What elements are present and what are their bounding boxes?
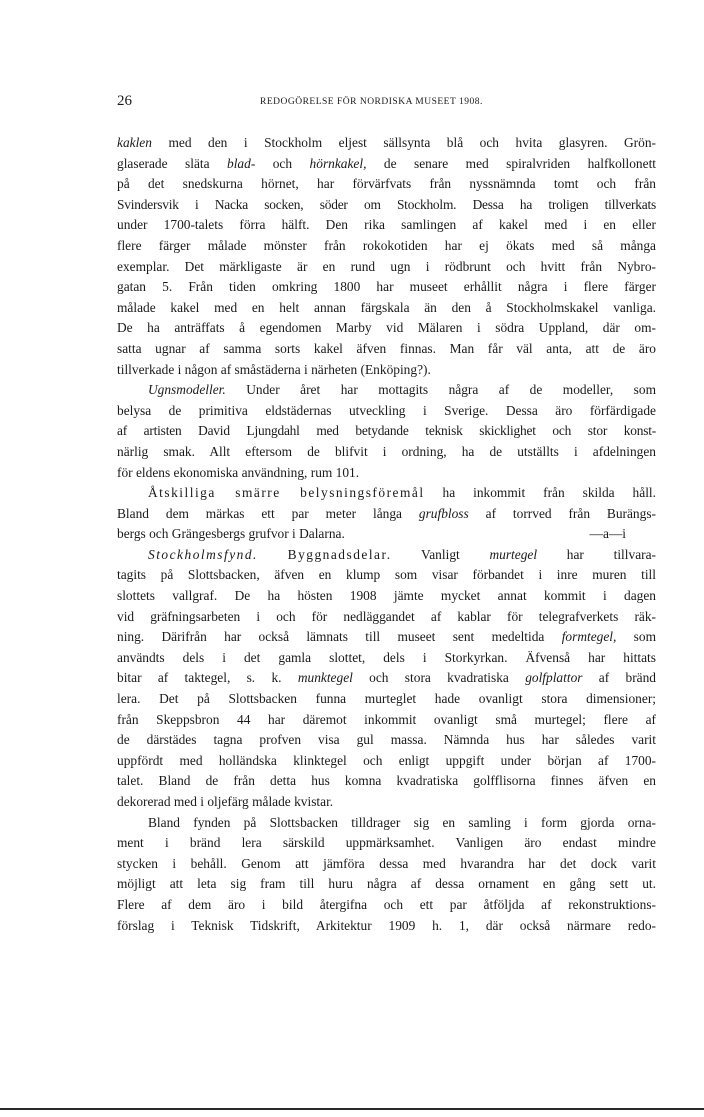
text-segment: målade kakel med en helt annan färgskala än den å Stockholmskakel vanliga. xyxy=(117,299,656,315)
text-segment: exemplar. Det märkligaste är en rund ugn i rödbrunt och hvitt från Nybro- xyxy=(117,258,656,274)
emphasized-text: formtegel, xyxy=(561,629,617,645)
text-segment: tagits på Slottsbacken, äfven en klump som visar förbandet i inre muren till xyxy=(117,567,656,583)
text-segment: på det snedskurna hörnet, har förvärfvats från nyssnämnda tomt och från xyxy=(117,176,656,192)
text-segment: uppfördt med holländska klinktegel och enligt uppgift under början af 1700- xyxy=(117,752,656,768)
text-segment: gatan 5. Från tiden omkring 1800 har museet erhållit några i flere färger xyxy=(117,279,656,295)
text-segment: för eldens ekonomiska användning, rum 101. xyxy=(117,464,360,480)
text-line xyxy=(117,730,656,751)
text-line xyxy=(117,895,656,916)
text-line xyxy=(117,627,656,648)
emphasized-text: Stockholmsfynd. xyxy=(148,546,258,562)
text-line xyxy=(117,751,656,772)
text-segment: och xyxy=(255,155,310,171)
text-line xyxy=(117,318,656,339)
emphasized-text: hörnkakel, xyxy=(309,155,367,171)
text-line xyxy=(117,442,656,463)
page-number: 26 xyxy=(117,93,132,109)
text-line xyxy=(117,689,656,710)
page-bottom-rule xyxy=(0,1108,704,1110)
text-segment: Bland dem märkas ett par meter långa xyxy=(117,505,419,521)
text-segment: lera. Det på Slottsbacken funna murteglet hade ovanligt stora dimensioner; xyxy=(117,691,656,707)
text-segment: vid gräfningsarbeten i och för nedläggandet af kablar för telegrafverkets räk- xyxy=(117,608,656,624)
text-segment: har tillvara- xyxy=(537,546,656,562)
text-segment: ha inkommit från skilda håll. xyxy=(424,485,656,501)
text-segment: talet. Bland de från detta hus komna kvadratiska golfflisorna finnes äfven en xyxy=(117,773,656,789)
emphasized-text: blad- xyxy=(227,155,256,171)
text-line xyxy=(117,792,656,813)
text-line xyxy=(117,648,656,669)
text-segment: de därstädes tagna profven visa gul massa. Nämnda hus har således varit xyxy=(117,732,656,748)
text-line xyxy=(117,854,656,875)
text-segment: Svindersvik i Nacka socken, söder om Stockholm. Dessa ha troligen tillverkats xyxy=(117,196,656,212)
text-line xyxy=(117,380,656,401)
text-line xyxy=(117,257,656,278)
page-header xyxy=(117,93,656,113)
text-segment: de senare med spiralvriden halfkollonett xyxy=(366,155,656,171)
text-line xyxy=(117,813,656,834)
text-segment: från Skeppsbron 44 har däremot inkommit ovanligt små murtegel; flere af xyxy=(117,711,656,727)
text-line xyxy=(117,277,656,298)
text-line xyxy=(117,710,656,731)
emphasized-text: golfplattor xyxy=(525,670,583,686)
text-line xyxy=(117,607,656,628)
text-segment: bitar af taktegel, s. k. xyxy=(117,670,298,686)
emphasized-text: murtegel xyxy=(489,546,538,562)
text-segment: närlig smak. Allt eftersom de blifvit i ordning, ha de utställts i afdelningen xyxy=(117,443,656,459)
text-segment: tillverkade i någon af småstäderna i närheten (Enköping?). xyxy=(117,361,431,377)
text-segment: Under året har mottagits några af de modeller, som xyxy=(225,382,656,398)
text-segment: dekorerad med i oljefärg målade kvistar. xyxy=(117,794,334,809)
running-title: REDOGÖRELSE FÖR NORDISKA MUSEET 1908. xyxy=(260,97,483,107)
text-segment: af artisten David Ljungdahl med betydande teknisk skicklighet och stor konst- xyxy=(117,423,656,439)
text-line xyxy=(117,421,656,442)
emphasized-text: grufbloss xyxy=(418,505,469,521)
text-segment: satta ugnar af samma sorts kakel äfven finnas. Man får väl anta, att de äro xyxy=(117,340,656,356)
text-segment: De ha anträffats å egendomen Marby vid Mälaren i södra Uppland, där om- xyxy=(117,320,656,336)
author-signature: —a—i xyxy=(589,526,626,542)
text-line xyxy=(117,524,656,545)
text-line xyxy=(117,360,656,381)
text-segment: och stora kvadratiska xyxy=(352,670,526,686)
text-segment: förslag i Teknisk Tidskrift, Arkitektur 1909 h. 1, där också närmare redo- xyxy=(117,917,656,933)
text-line xyxy=(117,545,656,566)
text-segment: med den i Stockholm eljest sällsynta blå och hvita glasyren. Grön- xyxy=(151,135,656,150)
text-segment: som xyxy=(616,629,656,645)
emphasized-text: Ugnsmodeller. xyxy=(148,382,226,398)
text-segment: bergs och Grängesbergs grufvor i Dalarna. xyxy=(117,526,345,542)
text-line xyxy=(117,463,656,484)
text-line xyxy=(117,833,656,854)
text-segment: Bland fynden på Slottsbacken tilldrager sig en samling i form gjorda orna- xyxy=(148,814,656,830)
text-segment: af torrved från Burängs- xyxy=(468,505,656,521)
text-segment: användts dels i det gamla slottet, dels i Storkyrkan. Äfvenså har hittats xyxy=(117,649,656,665)
text-line xyxy=(117,504,656,525)
text-line xyxy=(117,565,656,586)
text-line xyxy=(117,586,656,607)
text-line xyxy=(117,298,656,319)
text-line xyxy=(117,483,656,504)
text-segment: slottets vallgraf. De ha hösten 1908 jämte mycket annat kommit i dagen xyxy=(117,588,656,604)
text-line xyxy=(117,236,656,257)
text-segment: Vanligt xyxy=(391,546,490,562)
text-line xyxy=(117,133,656,154)
text-line xyxy=(117,339,656,360)
text-segment: belysa de primitiva eldstädernas utveckling i Sverige. Dessa äro förfärdigade xyxy=(117,402,656,418)
text-segment: möjligt att leta sig fram till huru några af dessa ornament en gång sett ut. xyxy=(117,876,656,892)
text-line xyxy=(117,771,656,792)
emphasized-text: Åtskilliga smärre belysningsföremål xyxy=(148,485,425,501)
text-line xyxy=(117,916,656,937)
text-segment: glaserade släta xyxy=(117,155,228,171)
text-segment: flere färger målade mönster från rokokotiden har ej ökats med så många xyxy=(117,237,656,253)
text-segment: ment i bränd lera särskild uppmärksamhet. Vanligen äro endast mindre xyxy=(117,835,656,851)
text-segment: ning. Därifrån har också lämnats till museet sent medeltida xyxy=(117,629,562,645)
text-segment: stycken i behåll. Genom att jämföra dessa med hvarandra har det dock varit xyxy=(117,855,656,871)
emphasized-text: munktegel xyxy=(297,670,353,686)
emphasized-text: kaklen xyxy=(117,135,152,150)
text-line xyxy=(117,215,656,236)
text-line xyxy=(117,668,656,689)
emphasized-text: Byggnadsdelar. xyxy=(287,546,392,562)
text-line xyxy=(117,874,656,895)
body-text xyxy=(117,133,656,936)
text-segment: af bränd xyxy=(582,670,656,686)
text-segment xyxy=(258,547,288,562)
text-line xyxy=(117,195,656,216)
text-line xyxy=(117,401,656,422)
text-line xyxy=(117,174,656,195)
text-line xyxy=(117,154,656,175)
text-segment: Flere af dem äro i bild återgifna och ett par åtföljda af rekonstruktions- xyxy=(117,896,656,912)
text-segment: under 1700-talets förra hälft. Den rika samlingen af kakel med i en eller xyxy=(117,217,656,233)
